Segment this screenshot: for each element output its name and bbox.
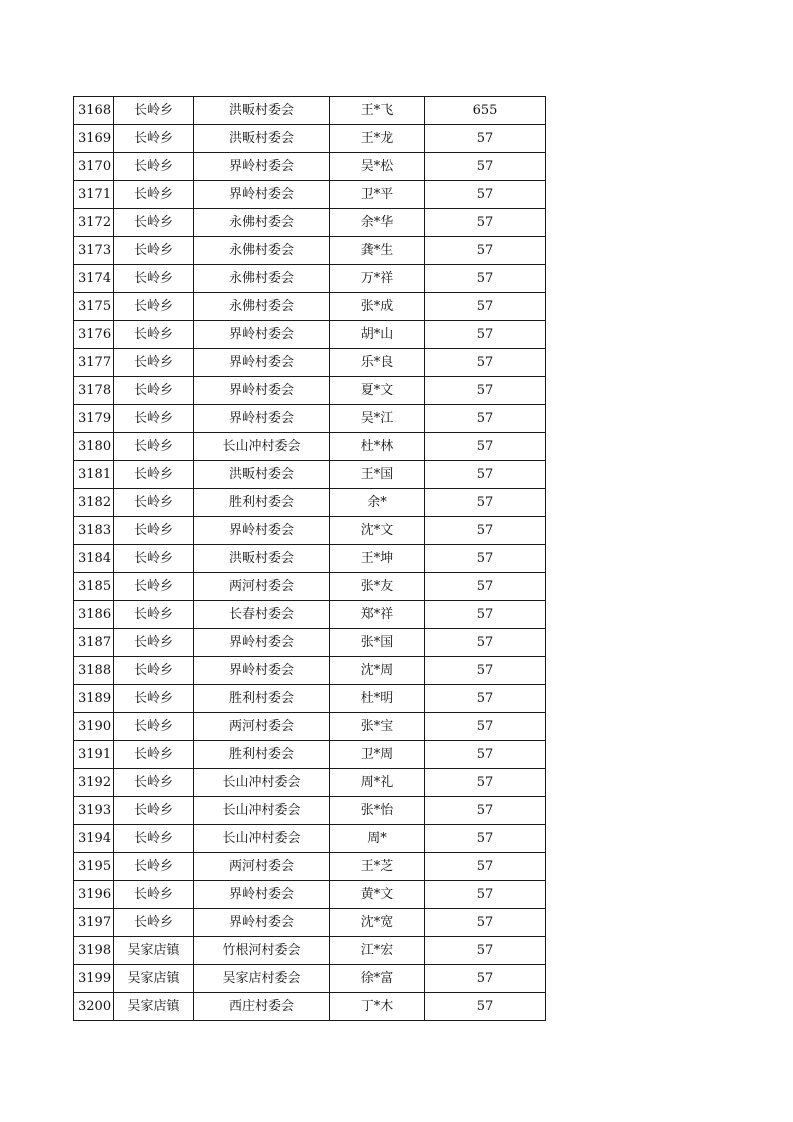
person-name-cell: 周*礼 (330, 769, 425, 797)
township-cell: 长岭乡 (114, 909, 194, 937)
amount-cell: 57 (425, 405, 546, 433)
township-cell: 长岭乡 (114, 881, 194, 909)
village-committee-cell: 长春村委会 (194, 601, 330, 629)
subsidy-table (73, 96, 546, 1021)
amount-cell: 57 (425, 125, 546, 153)
person-name-cell: 沈*文 (330, 517, 425, 545)
person-name-cell: 万*祥 (330, 265, 425, 293)
amount-cell: 57 (425, 517, 546, 545)
person-name-cell: 徐*富 (330, 965, 425, 993)
amount-cell: 57 (425, 685, 546, 713)
person-name-cell: 乐*良 (330, 349, 425, 377)
table-body (74, 97, 546, 1021)
township-cell: 长岭乡 (114, 657, 194, 685)
person-name-cell: 吴*松 (330, 153, 425, 181)
serial-number-cell: 3169 (74, 125, 114, 153)
serial-number-cell: 3200 (74, 993, 114, 1021)
table-row (74, 657, 546, 685)
township-cell: 长岭乡 (114, 713, 194, 741)
serial-number-cell: 3178 (74, 377, 114, 405)
village-committee-cell: 胜利村委会 (194, 489, 330, 517)
table-row (74, 265, 546, 293)
table-row (74, 489, 546, 517)
serial-number-cell: 3193 (74, 797, 114, 825)
village-committee-cell: 洪畈村委会 (194, 461, 330, 489)
table-row (74, 573, 546, 601)
serial-number-cell: 3188 (74, 657, 114, 685)
serial-number-cell: 3172 (74, 209, 114, 237)
township-cell: 长岭乡 (114, 321, 194, 349)
person-name-cell: 张*怡 (330, 797, 425, 825)
township-cell: 长岭乡 (114, 685, 194, 713)
township-cell: 长岭乡 (114, 181, 194, 209)
serial-number-cell: 3181 (74, 461, 114, 489)
amount-cell: 57 (425, 881, 546, 909)
amount-cell: 57 (425, 181, 546, 209)
township-cell: 长岭乡 (114, 517, 194, 545)
person-name-cell: 张*友 (330, 573, 425, 601)
serial-number-cell: 3183 (74, 517, 114, 545)
village-committee-cell: 吴家店村委会 (194, 965, 330, 993)
serial-number-cell: 3199 (74, 965, 114, 993)
township-cell: 长岭乡 (114, 265, 194, 293)
table-row (74, 769, 546, 797)
serial-number-cell: 3191 (74, 741, 114, 769)
township-cell: 长岭乡 (114, 377, 194, 405)
serial-number-cell: 3168 (74, 97, 114, 125)
amount-cell: 57 (425, 993, 546, 1021)
person-name-cell: 沈*周 (330, 657, 425, 685)
person-name-cell: 余* (330, 489, 425, 517)
amount-cell: 57 (425, 909, 546, 937)
person-name-cell: 沈*宽 (330, 909, 425, 937)
amount-cell: 57 (425, 349, 546, 377)
amount-cell: 57 (425, 713, 546, 741)
village-committee-cell: 洪畈村委会 (194, 545, 330, 573)
township-cell: 长岭乡 (114, 293, 194, 321)
township-cell: 长岭乡 (114, 797, 194, 825)
serial-number-cell: 3175 (74, 293, 114, 321)
amount-cell: 57 (425, 937, 546, 965)
person-name-cell: 张*宝 (330, 713, 425, 741)
amount-cell: 57 (425, 237, 546, 265)
amount-cell: 57 (425, 545, 546, 573)
amount-cell: 57 (425, 377, 546, 405)
person-name-cell: 张*国 (330, 629, 425, 657)
table-row (74, 125, 546, 153)
amount-cell: 57 (425, 657, 546, 685)
table-row (74, 461, 546, 489)
person-name-cell: 王*国 (330, 461, 425, 489)
document-table-area (73, 96, 546, 1021)
amount-cell: 57 (425, 769, 546, 797)
township-cell: 长岭乡 (114, 461, 194, 489)
township-cell: 长岭乡 (114, 573, 194, 601)
table-row (74, 965, 546, 993)
serial-number-cell: 3198 (74, 937, 114, 965)
serial-number-cell: 3192 (74, 769, 114, 797)
township-cell: 吴家店镇 (114, 965, 194, 993)
table-row (74, 293, 546, 321)
serial-number-cell: 3185 (74, 573, 114, 601)
village-committee-cell: 界岭村委会 (194, 181, 330, 209)
amount-cell: 57 (425, 433, 546, 461)
village-committee-cell: 竹根河村委会 (194, 937, 330, 965)
person-name-cell: 余*华 (330, 209, 425, 237)
amount-cell: 57 (425, 265, 546, 293)
serial-number-cell: 3190 (74, 713, 114, 741)
person-name-cell: 王*龙 (330, 125, 425, 153)
serial-number-cell: 3187 (74, 629, 114, 657)
village-committee-cell: 长山冲村委会 (194, 433, 330, 461)
serial-number-cell: 3173 (74, 237, 114, 265)
serial-number-cell: 3184 (74, 545, 114, 573)
person-name-cell: 杜*明 (330, 685, 425, 713)
person-name-cell: 丁*木 (330, 993, 425, 1021)
table-row (74, 713, 546, 741)
person-name-cell: 卫*平 (330, 181, 425, 209)
village-committee-cell: 界岭村委会 (194, 405, 330, 433)
village-committee-cell: 界岭村委会 (194, 349, 330, 377)
township-cell: 长岭乡 (114, 601, 194, 629)
table-row (74, 377, 546, 405)
serial-number-cell: 3196 (74, 881, 114, 909)
table-row (74, 909, 546, 937)
serial-number-cell: 3189 (74, 685, 114, 713)
township-cell: 长岭乡 (114, 853, 194, 881)
person-name-cell: 郑*祥 (330, 601, 425, 629)
serial-number-cell: 3170 (74, 153, 114, 181)
village-committee-cell: 界岭村委会 (194, 629, 330, 657)
village-committee-cell: 界岭村委会 (194, 909, 330, 937)
amount-cell: 57 (425, 853, 546, 881)
amount-cell: 57 (425, 489, 546, 517)
village-committee-cell: 界岭村委会 (194, 153, 330, 181)
serial-number-cell: 3177 (74, 349, 114, 377)
table-row (74, 685, 546, 713)
township-cell: 长岭乡 (114, 825, 194, 853)
village-committee-cell: 长山冲村委会 (194, 797, 330, 825)
village-committee-cell: 西庄村委会 (194, 993, 330, 1021)
table-row (74, 181, 546, 209)
amount-cell: 57 (425, 209, 546, 237)
person-name-cell: 周* (330, 825, 425, 853)
person-name-cell: 龚*生 (330, 237, 425, 265)
amount-cell: 57 (425, 153, 546, 181)
person-name-cell: 王*坤 (330, 545, 425, 573)
serial-number-cell: 3197 (74, 909, 114, 937)
table-row (74, 517, 546, 545)
village-committee-cell: 两河村委会 (194, 853, 330, 881)
township-cell: 长岭乡 (114, 97, 194, 125)
village-committee-cell: 长山冲村委会 (194, 825, 330, 853)
township-cell: 长岭乡 (114, 629, 194, 657)
township-cell: 长岭乡 (114, 741, 194, 769)
table-row (74, 433, 546, 461)
amount-cell: 57 (425, 741, 546, 769)
township-cell: 长岭乡 (114, 237, 194, 265)
township-cell: 长岭乡 (114, 125, 194, 153)
village-committee-cell: 洪畈村委会 (194, 97, 330, 125)
amount-cell: 57 (425, 965, 546, 993)
amount-cell: 57 (425, 629, 546, 657)
village-committee-cell: 界岭村委会 (194, 881, 330, 909)
person-name-cell: 黄*文 (330, 881, 425, 909)
village-committee-cell: 胜利村委会 (194, 685, 330, 713)
person-name-cell: 吴*江 (330, 405, 425, 433)
table-row (74, 993, 546, 1021)
person-name-cell: 江*宏 (330, 937, 425, 965)
table-row (74, 97, 546, 125)
serial-number-cell: 3174 (74, 265, 114, 293)
village-committee-cell: 长山冲村委会 (194, 769, 330, 797)
table-row (74, 601, 546, 629)
serial-number-cell: 3195 (74, 853, 114, 881)
serial-number-cell: 3176 (74, 321, 114, 349)
serial-number-cell: 3171 (74, 181, 114, 209)
table-row (74, 881, 546, 909)
person-name-cell: 夏*文 (330, 377, 425, 405)
person-name-cell: 王*芝 (330, 853, 425, 881)
township-cell: 长岭乡 (114, 489, 194, 517)
amount-cell: 57 (425, 825, 546, 853)
serial-number-cell: 3180 (74, 433, 114, 461)
serial-number-cell: 3179 (74, 405, 114, 433)
village-committee-cell: 两河村委会 (194, 573, 330, 601)
person-name-cell: 杜*林 (330, 433, 425, 461)
serial-number-cell: 3194 (74, 825, 114, 853)
village-committee-cell: 界岭村委会 (194, 377, 330, 405)
table-row (74, 321, 546, 349)
township-cell: 长岭乡 (114, 545, 194, 573)
village-committee-cell: 界岭村委会 (194, 657, 330, 685)
table-row (74, 349, 546, 377)
table-row (74, 741, 546, 769)
table-row (74, 629, 546, 657)
serial-number-cell: 3182 (74, 489, 114, 517)
amount-cell: 57 (425, 797, 546, 825)
table-row (74, 937, 546, 965)
table-row (74, 153, 546, 181)
table-row (74, 405, 546, 433)
amount-cell: 57 (425, 601, 546, 629)
amount-cell: 57 (425, 321, 546, 349)
table-row (74, 209, 546, 237)
village-committee-cell: 胜利村委会 (194, 741, 330, 769)
village-committee-cell: 永佛村委会 (194, 293, 330, 321)
table-row (74, 825, 546, 853)
person-name-cell: 卫*周 (330, 741, 425, 769)
township-cell: 吴家店镇 (114, 937, 194, 965)
village-committee-cell: 洪畈村委会 (194, 125, 330, 153)
village-committee-cell: 界岭村委会 (194, 517, 330, 545)
township-cell: 长岭乡 (114, 153, 194, 181)
township-cell: 长岭乡 (114, 209, 194, 237)
township-cell: 长岭乡 (114, 433, 194, 461)
township-cell: 长岭乡 (114, 405, 194, 433)
village-committee-cell: 两河村委会 (194, 713, 330, 741)
village-committee-cell: 界岭村委会 (194, 321, 330, 349)
township-cell: 吴家店镇 (114, 993, 194, 1021)
amount-cell: 57 (425, 573, 546, 601)
table-row (74, 853, 546, 881)
township-cell: 长岭乡 (114, 769, 194, 797)
serial-number-cell: 3186 (74, 601, 114, 629)
amount-cell: 57 (425, 293, 546, 321)
table-row (74, 797, 546, 825)
village-committee-cell: 永佛村委会 (194, 209, 330, 237)
village-committee-cell: 永佛村委会 (194, 237, 330, 265)
person-name-cell: 张*成 (330, 293, 425, 321)
table-row (74, 237, 546, 265)
amount-cell: 57 (425, 461, 546, 489)
person-name-cell: 王*飞 (330, 97, 425, 125)
table-row (74, 545, 546, 573)
township-cell: 长岭乡 (114, 349, 194, 377)
amount-cell: 655 (425, 97, 546, 125)
person-name-cell: 胡*山 (330, 321, 425, 349)
village-committee-cell: 永佛村委会 (194, 265, 330, 293)
